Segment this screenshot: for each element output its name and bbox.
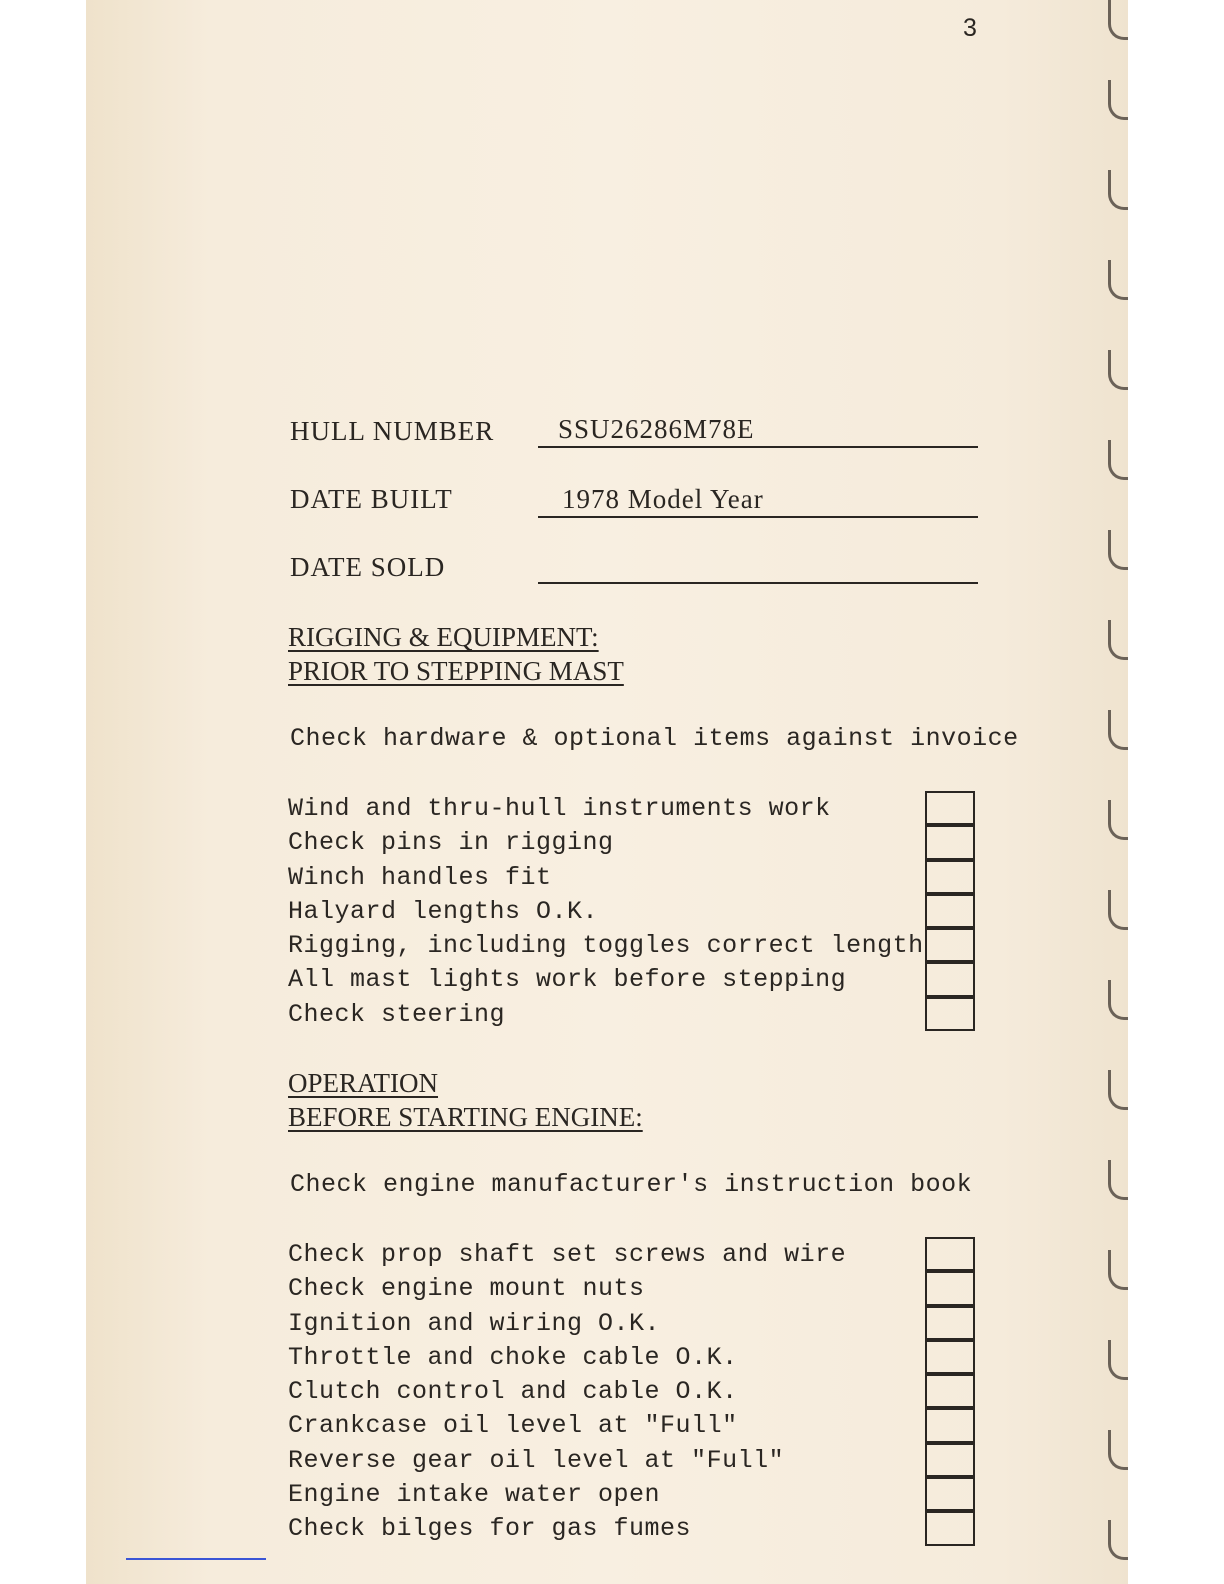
checklist-item-label: Ignition and wiring O.K. — [288, 1308, 661, 1338]
checkbox[interactable] — [925, 1306, 975, 1340]
checklist-item — [288, 1238, 988, 1272]
checklist-item-label: Clutch control and cable O.K. — [288, 1377, 738, 1407]
rigging-checklist — [288, 792, 988, 1032]
checklist-item-label: Winch handles fit — [288, 862, 552, 892]
checkbox[interactable] — [925, 791, 975, 825]
checkbox[interactable] — [925, 1271, 975, 1305]
date-built-value: 1978 Model Year — [562, 484, 764, 514]
checklist-item-label: Rigging, including toggles correct length — [288, 931, 924, 961]
binder-hole — [1108, 1430, 1128, 1470]
checklist-item-label: Engine intake water open — [288, 1480, 661, 1510]
checklist-item — [288, 1307, 988, 1341]
operation-heading-line2: BEFORE STARTING ENGINE: — [288, 1102, 643, 1132]
checkbox[interactable] — [925, 928, 975, 962]
binder-hole — [1108, 1340, 1128, 1380]
checklist-item — [288, 792, 988, 826]
checkbox[interactable] — [925, 1237, 975, 1271]
checklist-item — [288, 826, 988, 860]
checkbox[interactable] — [925, 1477, 975, 1511]
operation-heading — [288, 1066, 643, 1134]
date-sold-value — [538, 550, 558, 580]
rigging-heading — [288, 620, 624, 688]
checklist-item-label: All mast lights work before stepping — [288, 965, 847, 995]
checklist-item — [288, 1444, 988, 1478]
checkbox[interactable] — [925, 1408, 975, 1442]
operation-checklist — [288, 1238, 988, 1547]
checkbox[interactable] — [925, 1511, 975, 1545]
binder-hole — [1108, 1250, 1128, 1290]
date-built-field[interactable] — [538, 484, 978, 518]
date-sold-field[interactable] — [538, 550, 978, 584]
binder-hole — [1108, 620, 1128, 660]
checklist-item-label: Check bilges for gas fumes — [288, 1514, 692, 1544]
checkbox[interactable] — [925, 1340, 975, 1374]
binder-hole — [1108, 170, 1128, 210]
checklist-item-label: Crankcase oil level at "Full" — [288, 1411, 738, 1441]
rigging-heading-line1: RIGGING & EQUIPMENT: — [288, 622, 599, 652]
checklist-item-label: Halyard lengths O.K. — [288, 896, 599, 926]
checklist-item-label: Check steering — [288, 999, 506, 1029]
checkbox[interactable] — [925, 1374, 975, 1408]
binder-hole — [1108, 80, 1128, 120]
binder-hole — [1108, 890, 1128, 930]
hull-number-label: HULL NUMBER — [290, 416, 495, 446]
checklist-item — [288, 1478, 988, 1512]
checkbox[interactable] — [925, 1443, 975, 1477]
checklist-item — [288, 1409, 988, 1443]
binder-holes — [1100, 0, 1130, 1584]
checkbox[interactable] — [925, 997, 975, 1031]
checklist-item — [288, 1512, 988, 1546]
hull-number-field[interactable] — [538, 414, 978, 448]
binder-hole — [1108, 1520, 1128, 1560]
checklist-item-label: Check engine mount nuts — [288, 1274, 645, 1304]
binder-hole — [1108, 980, 1128, 1020]
checklist-item-label: Reverse gear oil level at "Full" — [288, 1445, 785, 1475]
checklist-item — [288, 1341, 988, 1375]
date-sold-label: DATE SOLD — [290, 552, 446, 582]
checklist-item — [288, 963, 988, 997]
binder-hole — [1108, 530, 1128, 570]
footnote-rule — [126, 1558, 266, 1560]
rigging-note: Check hardware & optional items against invoice — [290, 724, 1019, 753]
binder-hole — [1108, 350, 1128, 390]
rigging-heading-line2: PRIOR TO STEPPING MAST — [288, 656, 624, 686]
checklist-item-label: Throttle and choke cable O.K. — [288, 1342, 738, 1372]
binder-hole — [1108, 0, 1128, 40]
checklist-item-label: Wind and thru-hull instruments work — [288, 794, 831, 823]
checkbox[interactable] — [925, 860, 975, 894]
date-built-label: DATE BUILT — [290, 484, 453, 514]
checkbox[interactable] — [925, 825, 975, 859]
checklist-item — [288, 998, 988, 1032]
binder-hole — [1108, 440, 1128, 480]
operation-note: Check engine manufacturer's instruction book — [290, 1170, 973, 1199]
checkbox[interactable] — [925, 894, 975, 928]
checklist-item — [288, 861, 988, 895]
checklist-item — [288, 1375, 988, 1409]
checklist-item — [288, 929, 988, 963]
checklist-item-label: Check pins in rigging — [288, 828, 614, 858]
checklist-item — [288, 1272, 988, 1306]
binder-hole — [1108, 710, 1128, 750]
hull-number-value: SSU26286M78E — [558, 414, 755, 444]
checkbox[interactable] — [925, 962, 975, 996]
checklist-item — [288, 895, 988, 929]
binder-hole — [1108, 1070, 1128, 1110]
page-number: 3 — [963, 14, 977, 42]
binder-hole — [1108, 800, 1128, 840]
binder-hole — [1108, 1160, 1128, 1200]
operation-heading-line1: OPERATION — [288, 1068, 439, 1098]
checklist-item-label: Check prop shaft set screws and wire — [288, 1240, 847, 1269]
binder-hole — [1108, 260, 1128, 300]
